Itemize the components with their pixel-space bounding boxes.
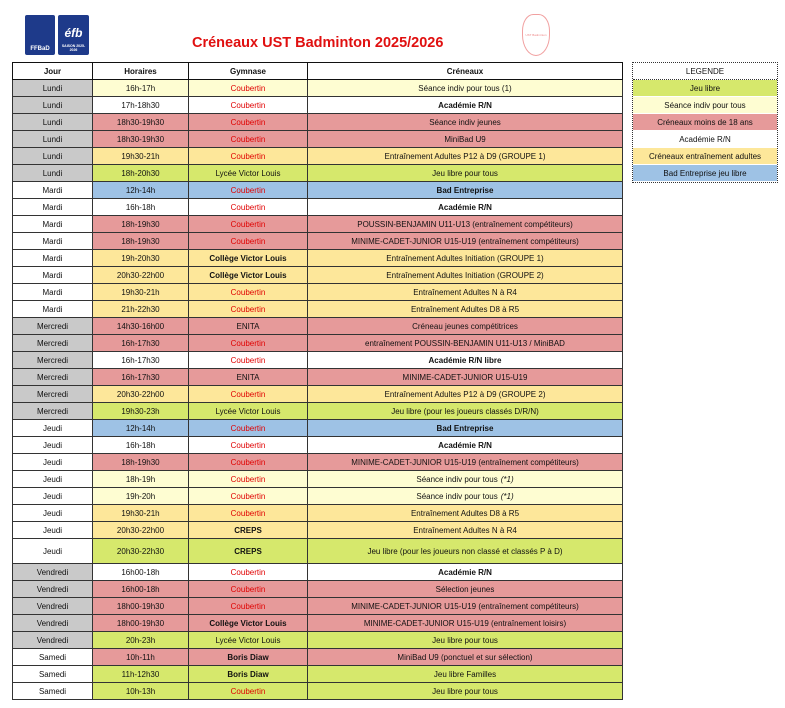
cell-gymnase: Coubertin xyxy=(189,683,308,700)
table-row xyxy=(13,505,623,522)
cell-horaires: 18h00-19h30 xyxy=(93,615,189,632)
cell-gymnase: Coubertin xyxy=(189,352,308,369)
cell-gymnase: Coubertin xyxy=(189,80,308,97)
table-row xyxy=(13,250,623,267)
table-row xyxy=(13,335,623,352)
cell-creneau xyxy=(308,165,623,182)
schedule-table xyxy=(12,62,623,700)
creneau-label: Entraînement Adultes D8 à R5 xyxy=(410,508,520,518)
page-title: Créneaux UST Badminton 2025/2026 xyxy=(192,35,444,51)
cell-creneau xyxy=(308,598,623,615)
creneau-label: MiniBad U9 (ponctuel et sur sélection) xyxy=(397,652,533,662)
cell-creneau xyxy=(308,420,623,437)
cell-horaires: 18h-19h30 xyxy=(93,216,189,233)
creneau-label: Jeu libre pour tous xyxy=(432,168,498,178)
cell-creneau xyxy=(308,403,623,420)
table-row xyxy=(13,454,623,471)
legend-item: Créneaux moins de 18 ans xyxy=(633,114,777,131)
cell-creneau xyxy=(308,666,623,683)
table-row xyxy=(13,352,623,369)
creneau-label: Académie R/N xyxy=(438,567,492,577)
cell-gymnase: ENITA xyxy=(189,318,308,335)
table-row xyxy=(13,199,623,216)
cell-horaires: 19h30-21h xyxy=(93,148,189,165)
cell-gymnase: Coubertin xyxy=(189,488,308,505)
creneau-label: Entraînement Adultes Initiation (GROUPE 1) xyxy=(386,253,544,263)
cell-creneau xyxy=(308,284,623,301)
cell-jour: Mercredi xyxy=(13,386,93,403)
table-row xyxy=(13,437,623,454)
creneau-label: Académie R/N libre xyxy=(428,355,502,365)
cell-jour: Lundi xyxy=(13,80,93,97)
cell-horaires: 19h-20h30 xyxy=(93,250,189,267)
table-row xyxy=(13,471,623,488)
cell-creneau xyxy=(308,369,623,386)
ffbad-logo-text: FFBaD xyxy=(30,46,50,52)
cell-creneau xyxy=(308,199,623,216)
cell-jour: Samedi xyxy=(13,666,93,683)
cell-jour: Samedi xyxy=(13,649,93,666)
cell-jour: Vendredi xyxy=(13,581,93,598)
cell-horaires: 16h-17h xyxy=(93,80,189,97)
cell-jour: Jeudi xyxy=(13,488,93,505)
table-row xyxy=(13,301,623,318)
table-body xyxy=(13,80,623,700)
table-row xyxy=(13,420,623,437)
cell-horaires: 19h-20h xyxy=(93,488,189,505)
cell-creneau xyxy=(308,437,623,454)
ffbad-logo xyxy=(25,15,55,55)
cell-jour: Mardi xyxy=(13,182,93,199)
cell-jour: Vendredi xyxy=(13,615,93,632)
creneau-label: MINIME-CADET-JUNIOR U15-U19 (entraînement loisirs) xyxy=(363,618,567,628)
cell-creneau xyxy=(308,250,623,267)
cell-jour: Mercredi xyxy=(13,335,93,352)
creneau-label: Séance indiv pour tous xyxy=(416,491,498,501)
cell-creneau xyxy=(308,131,623,148)
cell-creneau xyxy=(308,267,623,284)
cell-jour: Jeudi xyxy=(13,539,93,564)
creneau-label: Académie R/N xyxy=(438,440,492,450)
cell-creneau xyxy=(308,649,623,666)
creneau-label: Entraînement Adultes D8 à R5 xyxy=(410,304,520,314)
cell-creneau xyxy=(308,148,623,165)
cell-creneau xyxy=(308,683,623,700)
creneau-note: (*1) xyxy=(500,491,514,501)
cell-jour: Mercredi xyxy=(13,318,93,335)
cell-horaires: 16h-17h30 xyxy=(93,369,189,386)
cell-creneau xyxy=(308,352,623,369)
creneau-label: entraînement POUSSIN-BENJAMIN U11-U13 / MiniBAD xyxy=(365,338,565,348)
cell-gymnase: CREPS xyxy=(189,522,308,539)
cell-gymnase: Coubertin xyxy=(189,182,308,199)
table-row xyxy=(13,666,623,683)
cell-horaires: 19h30-23h xyxy=(93,403,189,420)
cell-creneau xyxy=(308,318,623,335)
creneau-label: Jeu libre (pour les joueurs non classé et classés P à D) xyxy=(367,546,563,556)
cell-jour: Lundi xyxy=(13,131,93,148)
table-row xyxy=(13,386,623,403)
cell-jour: Jeudi xyxy=(13,522,93,539)
cell-horaires: 16h00-18h xyxy=(93,581,189,598)
cell-jour: Jeudi xyxy=(13,505,93,522)
creneau-label: MINIME-CADET-JUNIOR U15-U19 (entraînement compétiteurs) xyxy=(351,236,579,246)
legend-item: Académie R/N xyxy=(633,131,777,148)
col-gymnase: Gymnase xyxy=(189,63,308,80)
cell-gymnase: Coubertin xyxy=(189,564,308,581)
cell-horaires: 14h30-16h00 xyxy=(93,318,189,335)
cell-horaires: 10h-13h xyxy=(93,683,189,700)
creneau-label: MiniBad U9 xyxy=(444,134,486,144)
col-jour: Jour xyxy=(13,63,93,80)
cell-horaires: 20h-23h xyxy=(93,632,189,649)
cell-horaires: 18h-19h30 xyxy=(93,233,189,250)
cell-horaires: 18h00-19h30 xyxy=(93,598,189,615)
cell-horaires: 16h-17h30 xyxy=(93,335,189,352)
table-row xyxy=(13,598,623,615)
cell-jour: Lundi xyxy=(13,148,93,165)
legend-item: Séance indiv pour tous xyxy=(633,97,777,114)
creneau-label: Bad Entreprise xyxy=(436,423,494,433)
table-row xyxy=(13,148,623,165)
cell-creneau xyxy=(308,471,623,488)
creneau-label: POUSSIN-BENJAMIN U11-U13 (entraînement compétiteurs) xyxy=(357,219,573,229)
club-logo-text: UST Badminton xyxy=(525,33,547,37)
table-row xyxy=(13,632,623,649)
cell-jour: Lundi xyxy=(13,114,93,131)
creneau-label: MINIME-CADET-JUNIOR U15-U19 (entraînement compétiteurs) xyxy=(351,601,579,611)
cell-horaires: 18h-20h30 xyxy=(93,165,189,182)
cell-gymnase: Lycée Victor Louis xyxy=(189,165,308,182)
table-row xyxy=(13,522,623,539)
cell-jour: Mardi xyxy=(13,267,93,284)
cell-gymnase: Coubertin xyxy=(189,505,308,522)
table-row xyxy=(13,539,623,564)
cell-jour: Jeudi xyxy=(13,420,93,437)
cell-gymnase: Coubertin xyxy=(189,301,308,318)
cell-jour: Mardi xyxy=(13,199,93,216)
cell-gymnase: Coubertin xyxy=(189,284,308,301)
efb-logo xyxy=(58,15,89,55)
cell-jour: Lundi xyxy=(13,165,93,182)
table-row xyxy=(13,216,623,233)
table-row xyxy=(13,131,623,148)
cell-gymnase: ENITA xyxy=(189,369,308,386)
creneau-label: Jeu libre (pour les joueurs classés D/R/N) xyxy=(391,406,539,416)
cell-jour: Mardi xyxy=(13,284,93,301)
cell-gymnase: Collège Victor Louis xyxy=(189,615,308,632)
creneau-label: Bad Entreprise xyxy=(436,185,494,195)
club-logo xyxy=(522,14,550,56)
legend-title: LEGENDE xyxy=(633,63,777,80)
creneau-label: Entraînement Adultes Initiation (GROUPE 2) xyxy=(386,270,544,280)
creneau-note: (*1) xyxy=(500,474,514,484)
creneau-label: MINIME-CADET-JUNIOR U15-U19 (entraînement compétiteurs) xyxy=(351,457,579,467)
cell-jour: Mercredi xyxy=(13,369,93,386)
cell-gymnase: Coubertin xyxy=(189,148,308,165)
table-row xyxy=(13,233,623,250)
cell-creneau xyxy=(308,505,623,522)
creneau-label: Jeu libre pour tous xyxy=(432,686,498,696)
cell-horaires: 16h-18h xyxy=(93,437,189,454)
table-row xyxy=(13,649,623,666)
cell-jour: Mardi xyxy=(13,301,93,318)
cell-gymnase: Coubertin xyxy=(189,199,308,216)
table-row xyxy=(13,403,623,420)
cell-horaires: 16h-18h xyxy=(93,199,189,216)
table-row xyxy=(13,369,623,386)
legend-items xyxy=(633,80,777,182)
legend-item: Créneaux entraînement adultes xyxy=(633,148,777,165)
cell-horaires: 20h30-22h00 xyxy=(93,386,189,403)
cell-gymnase: Coubertin xyxy=(189,598,308,615)
table-row xyxy=(13,267,623,284)
cell-gymnase: Coubertin xyxy=(189,386,308,403)
cell-creneau xyxy=(308,80,623,97)
cell-horaires: 11h-12h30 xyxy=(93,666,189,683)
cell-horaires: 17h-18h30 xyxy=(93,97,189,114)
cell-horaires: 18h30-19h30 xyxy=(93,114,189,131)
creneau-label: Académie R/N xyxy=(438,100,492,110)
cell-creneau xyxy=(308,97,623,114)
table-row xyxy=(13,284,623,301)
cell-gymnase: Coubertin xyxy=(189,581,308,598)
cell-creneau xyxy=(308,301,623,318)
cell-creneau xyxy=(308,539,623,564)
cell-jour: Jeudi xyxy=(13,454,93,471)
table-row xyxy=(13,97,623,114)
cell-jour: Vendredi xyxy=(13,564,93,581)
col-horaires: Horaires xyxy=(93,63,189,80)
cell-horaires: 18h-19h30 xyxy=(93,454,189,471)
cell-creneau xyxy=(308,216,623,233)
cell-creneau xyxy=(308,581,623,598)
cell-gymnase: Coubertin xyxy=(189,437,308,454)
cell-gymnase: Collège Victor Louis xyxy=(189,267,308,284)
cell-creneau xyxy=(308,386,623,403)
creneau-label: Séance indiv pour tous (1) xyxy=(418,83,512,93)
table-row xyxy=(13,165,623,182)
table-row xyxy=(13,318,623,335)
cell-jour: Vendredi xyxy=(13,598,93,615)
cell-gymnase: Coubertin xyxy=(189,131,308,148)
efb-logo-text: éfb xyxy=(64,26,83,40)
table-row xyxy=(13,564,623,581)
table-row xyxy=(13,114,623,131)
cell-jour: Mardi xyxy=(13,216,93,233)
cell-horaires: 18h30-19h30 xyxy=(93,131,189,148)
cell-gymnase: Coubertin xyxy=(189,216,308,233)
cell-gymnase: Coubertin xyxy=(189,420,308,437)
cell-jour: Mercredi xyxy=(13,403,93,420)
creneau-label: Entraînement Adultes P12 à D9 (GROUPE 1) xyxy=(384,151,546,161)
table-header xyxy=(13,63,623,80)
cell-creneau xyxy=(308,233,623,250)
cell-horaires: 12h-14h xyxy=(93,420,189,437)
col-creneaux: Créneaux xyxy=(308,63,623,80)
cell-jour: Vendredi xyxy=(13,632,93,649)
creneau-label: Séance indiv pour tous xyxy=(416,474,498,484)
legend-item: Jeu libre xyxy=(633,80,777,97)
cell-creneau xyxy=(308,454,623,471)
cell-gymnase: Coubertin xyxy=(189,454,308,471)
legend xyxy=(632,62,778,183)
table-row xyxy=(13,581,623,598)
cell-horaires: 19h30-21h xyxy=(93,505,189,522)
cell-creneau xyxy=(308,335,623,352)
creneau-label: Séance indiv jeunes xyxy=(429,117,501,127)
creneau-label: Entraînement Adultes N à R4 xyxy=(413,287,517,297)
creneau-label: Entraînement Adultes N à R4 xyxy=(413,525,517,535)
cell-horaires: 19h30-21h xyxy=(93,284,189,301)
creneau-label: Créneau jeunes compétitrices xyxy=(412,321,518,331)
cell-creneau xyxy=(308,564,623,581)
cell-horaires: 18h-19h xyxy=(93,471,189,488)
cell-jour: Jeudi xyxy=(13,437,93,454)
cell-horaires: 21h-22h30 xyxy=(93,301,189,318)
creneau-label: Sélection jeunes xyxy=(435,584,495,594)
cell-gymnase: Coubertin xyxy=(189,233,308,250)
cell-gymnase: Coubertin xyxy=(189,471,308,488)
cell-gymnase: Lycée Victor Louis xyxy=(189,632,308,649)
cell-creneau xyxy=(308,182,623,199)
cell-horaires: 10h-11h xyxy=(93,649,189,666)
cell-gymnase: CREPS xyxy=(189,539,308,564)
creneau-label: Entraînement Adultes P12 à D9 (GROUPE 2) xyxy=(384,389,546,399)
cell-jour: Lundi xyxy=(13,97,93,114)
cell-gymnase: Boris Diaw xyxy=(189,666,308,683)
cell-creneau xyxy=(308,114,623,131)
table-row xyxy=(13,615,623,632)
cell-horaires: 16h00-18h xyxy=(93,564,189,581)
cell-jour: Mardi xyxy=(13,250,93,267)
cell-gymnase: Coubertin xyxy=(189,114,308,131)
table-row xyxy=(13,80,623,97)
cell-gymnase: Collège Victor Louis xyxy=(189,250,308,267)
cell-creneau xyxy=(308,488,623,505)
cell-gymnase: Coubertin xyxy=(189,335,308,352)
cell-horaires: 16h-17h30 xyxy=(93,352,189,369)
table-row xyxy=(13,488,623,505)
cell-creneau xyxy=(308,522,623,539)
cell-jour: Mercredi xyxy=(13,352,93,369)
table-row xyxy=(13,182,623,199)
creneau-label: Jeu libre pour tous xyxy=(432,635,498,645)
efb-season-text: SAISON 2025-2026 xyxy=(61,44,86,52)
legend-item: Bad Entreprise jeu libre xyxy=(633,165,777,182)
cell-jour: Jeudi xyxy=(13,471,93,488)
creneau-label: MINIME-CADET-JUNIOR U15-U19 xyxy=(402,372,528,382)
cell-horaires: 20h30-22h00 xyxy=(93,267,189,284)
cell-creneau xyxy=(308,632,623,649)
cell-jour: Mardi xyxy=(13,233,93,250)
cell-horaires: 20h30-22h00 xyxy=(93,522,189,539)
cell-creneau xyxy=(308,615,623,632)
cell-horaires: 20h30-22h30 xyxy=(93,539,189,564)
cell-gymnase: Boris Diaw xyxy=(189,649,308,666)
creneau-label: Jeu libre Familles xyxy=(433,669,497,679)
table-row xyxy=(13,683,623,700)
cell-jour: Samedi xyxy=(13,683,93,700)
cell-horaires: 12h-14h xyxy=(93,182,189,199)
cell-gymnase: Lycée Victor Louis xyxy=(189,403,308,420)
creneau-label: Académie R/N xyxy=(438,202,492,212)
cell-gymnase: Coubertin xyxy=(189,97,308,114)
